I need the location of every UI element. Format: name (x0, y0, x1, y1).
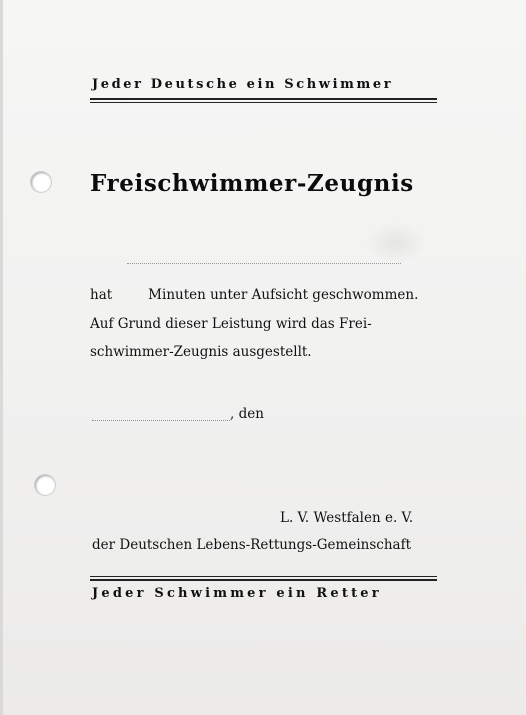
body-line-3: schwimmer-Zeugnis ausgestellt. (90, 344, 312, 360)
date-label: , den (230, 406, 264, 422)
name-entry-line (127, 263, 401, 264)
signature-parent-line: der Deutschen Lebens-Rettungs-Gemeinschaft (92, 537, 411, 553)
punch-hole-top (31, 172, 51, 192)
top-rule-thick (90, 98, 437, 100)
bottom-rule-thick (90, 579, 437, 581)
body-line-1-rest: Minuten unter Aufsicht geschwommen. (148, 287, 419, 303)
motto-bottom: Jeder Schwimmer ein Retter (92, 586, 382, 601)
body-line-1 (90, 287, 418, 303)
certificate-title: Freischwimmer-Zeugnis (90, 170, 414, 197)
top-rule-thin (90, 102, 437, 103)
paper-smudge (366, 222, 426, 264)
motto-top: Jeder Deutsche ein Schwimmer (92, 77, 394, 92)
place-entry-line (92, 420, 230, 421)
signature-org-line: L. V. Westfalen e. V. (280, 510, 414, 526)
body-hat-word: hat (90, 287, 113, 303)
body-line-2: Auf Grund dieser Leistung wird das Frei- (90, 316, 372, 332)
page-edge (0, 0, 3, 715)
bottom-rule-thin (90, 576, 437, 577)
punch-hole-bottom (35, 475, 55, 495)
